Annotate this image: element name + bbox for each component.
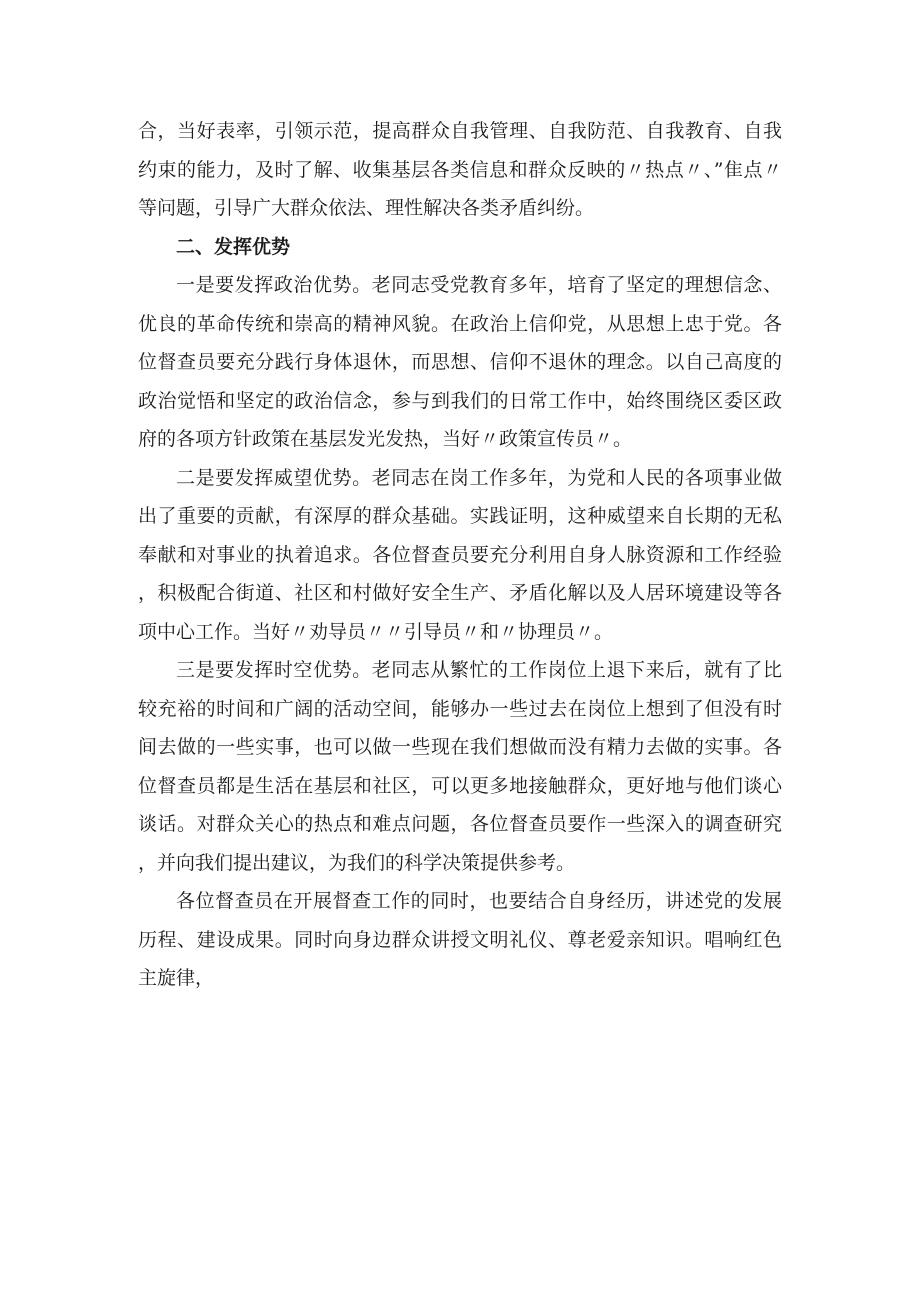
paragraph-political-advantage: 一是要发挥政治优势。老同志受党教育多年，培育了坚定的理想信念、优良的革命传统和崇高的精神风貌。在政治上信仰党，从思想上忠于党。各位督查员要充分践行身体退休，而思想、信仰不退休的理念。以自己高度的政治觉悟和坚定的政治信念，参与到我们的日常工作中，始终围绕区委区政府的各项方针政策在基层发光发热，当好〃政策宣传员〃。 (138, 274, 782, 450)
paragraph-time-space-advantage: 三是要发挥时空优势。老同志从繁忙的工作岗位上退下来后，就有了比较充裕的时间和广阔的活动空间，能够办一些过去在岗位上想到了但没有时间去做的一些实事，也可以做一些现在我们想做而没有精力去做的实事。各位督查员都是生活在基层和社区，可以更多地接触群众，更好地与他们谈心谈话。对群众关心的热点和难点问题，各位督查员要作一些深入的调查研究，并向我们提出建议，为我们的科学决策提供参考。 (138, 659, 782, 874)
paragraph-prestige-advantage: 二是要发挥威望优势。老同志在岗工作多年，为党和人民的各项事业做出了重要的贡献，有深厚的群众基础。实践证明，这种威望来自长期的无私奉献和对事业的执着追求。各位督查员要充分利用自身人脉资源和工作经验，积极配合街道、社区和村做好安全生产、矛盾化解以及人居环境建设等各项中心工作。当好〃劝导员〃〃引导员〃和〃协理员〃。 (138, 466, 782, 643)
paragraph-continuation: 合，当好表率，引领示范，提高群众自我管理、自我防范、自我教育、自我约束的能力，及时了解、收集基层各类信息和群众反映的〃热点〃、”隹点〃等问题，引导广大群众依法、理性解决各类矛盾纠纷。 (138, 120, 782, 219)
section-heading: 二、发挥优势 (176, 235, 291, 258)
paragraph-inspectors-duties: 各位督查员在开展督查工作的同时，也要结合自身经历，讲述党的发展历程、建设成果。同时向身边群众讲授文明礼仪、尊老爱亲知识。唱响红色主旋律， (138, 890, 782, 989)
